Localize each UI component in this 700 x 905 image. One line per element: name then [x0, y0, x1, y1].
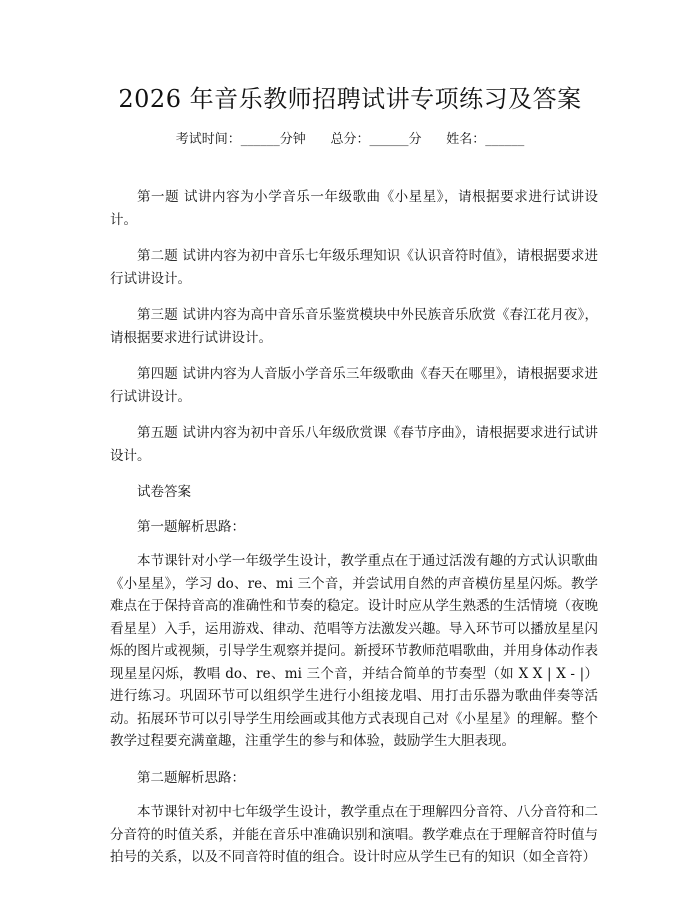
- q1-analysis-heading: 第一题解析思路：: [137, 518, 245, 535]
- q2-analysis-body: 本节课针对初中七年级学生设计，教学重点在于理解四分音符、八分音符和二分音符的时值关系，并能在音乐中准确识别和演唱。教学难点在于理解音符时值与拍号的关系，以及不同音符时值的组合。设计时应从学生已有的知识（如全音符）: [110, 804, 598, 865]
- document-body: [110, 186, 598, 883]
- answers-heading: 试卷答案: [137, 484, 191, 500]
- q1-analysis-body: 本节课针对小学一年级学生设计，教学重点在于通过活泼有趣的方式认识歌曲《小星星》，学习 do、re、mi 三个音，并尝试用自然的声音模仿星星闪烁。教学难点在于保持音高的准确性和节奏的稳定。设计时应从学生熟悉的生活情境（夜晚看星星）入手，运用游戏、律动、范唱等方法激发兴趣。导入环节可以播放星星闪烁的图片或视频，引导学生观察并提问。新授环节教师范唱歌曲，并用身体动作表现星星闪烁，教唱 do、re、mi 三个音，并结合简单的节奏型（如 X X | X - |）进行练习。巩固环节可以组织学生进行小组接龙唱、用打击乐器为歌曲伴奏等活动。拓展环节可以引导学生用绘画或其他方式表现自己对《小星星》的理解。整个教学过程要充满童趣，注重学生的参与和体验，鼓励学生大胆表现。: [110, 553, 598, 749]
- question-5: 第五题 试讲内容为初中音乐八年级欣赏课《春节序曲》，请根据要求进行试讲设计。: [110, 425, 598, 464]
- question-4: 第四题 试讲内容为人音版小学音乐三年级歌曲《春天在哪里》，请根据要求进行试讲设计。: [110, 366, 598, 405]
- exam-info-line: 考试时间：______分钟 总分：______分 姓名：______: [175, 132, 525, 147]
- question-1: 第一题 试讲内容为小学音乐一年级歌曲《小星星》，请根据要求进行试讲设计。: [110, 189, 598, 228]
- question-3: 第三题 试讲内容为高中音乐音乐鉴赏模块中外民族音乐欣赏《春江花月夜》，请根据要求进行试讲设计。: [110, 307, 598, 346]
- question-2: 第二题 试讲内容为初中音乐七年级乐理知识《认识音符时值》，请根据要求进行试讲设计。: [110, 248, 598, 287]
- document-title: 2026 年音乐教师招聘试讲专项练习及答案: [118, 85, 582, 113]
- q2-analysis-heading: 第二题解析思路：: [137, 769, 245, 786]
